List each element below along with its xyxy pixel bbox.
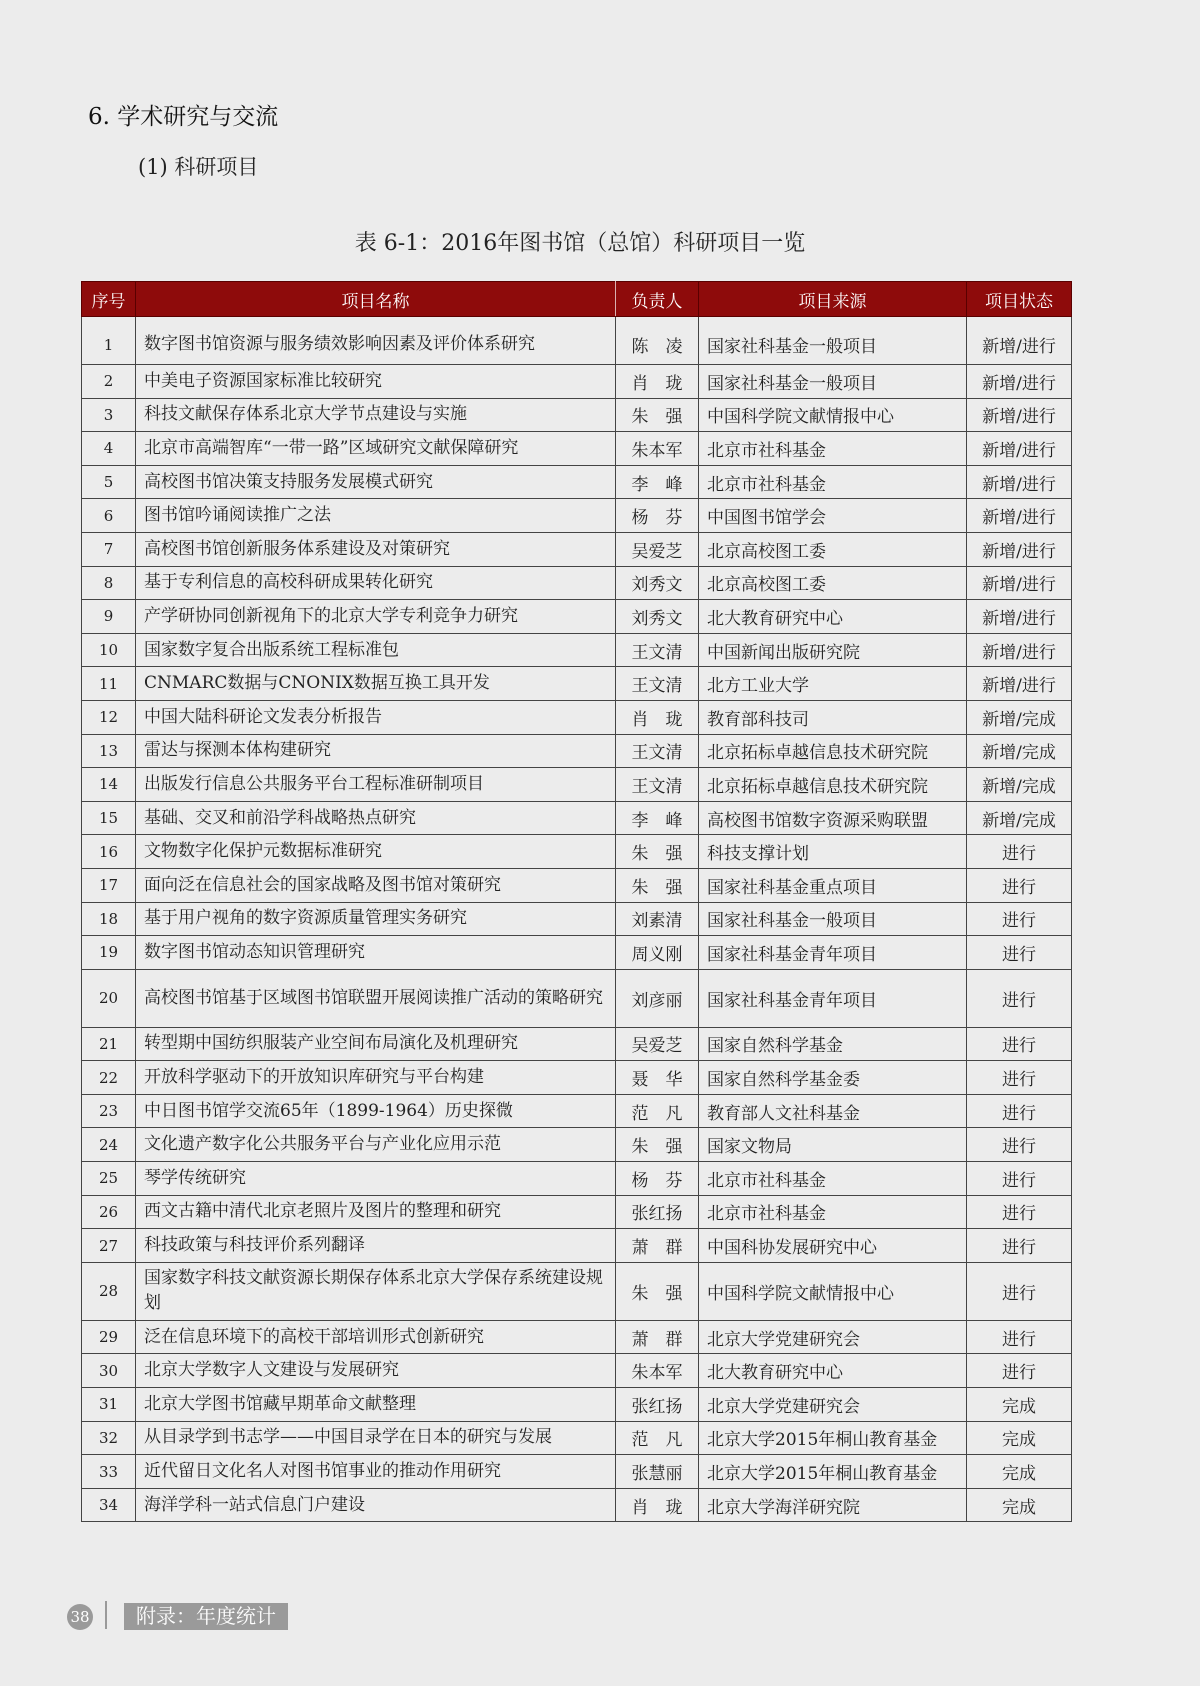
project-status: 新增/完成 [967,768,1072,802]
row-index: 15 [82,801,136,835]
table-row [82,768,1072,802]
project-source: 国家自然科学基金 [699,1027,967,1061]
row-index: 16 [82,835,136,869]
project-source: 北京大学党建研究会 [699,1320,967,1354]
table-row [82,1162,1072,1196]
project-name: 近代留日文化名人对图书馆事业的推动作用研究 [136,1455,616,1489]
project-name: 基础、交叉和前沿学科战略热点研究 [136,801,616,835]
table-row [82,1455,1072,1489]
project-source: 北京拓标卓越信息技术研究院 [699,734,967,768]
row-index: 23 [82,1094,136,1128]
project-leader: 朱 强 [616,398,699,432]
page-number: 38 [67,1604,93,1630]
row-index: 8 [82,566,136,600]
project-status: 完成 [967,1455,1072,1489]
header-status: 项目状态 [967,282,1072,317]
project-source: 北京高校图工委 [699,566,967,600]
project-name: 琴学传统研究 [136,1162,616,1196]
row-index: 32 [82,1421,136,1455]
project-name: 西文古籍中清代北京老照片及图片的整理和研究 [136,1195,616,1229]
row-index: 13 [82,734,136,768]
row-index: 9 [82,600,136,634]
project-name: 科技文献保存体系北京大学节点建设与实施 [136,398,616,432]
project-source: 国家社科基金一般项目 [699,902,967,936]
project-status: 进行 [967,902,1072,936]
project-leader: 李 峰 [616,465,699,499]
project-leader: 周义刚 [616,936,699,970]
project-status: 新增/完成 [967,801,1072,835]
row-index: 2 [82,365,136,399]
project-status: 进行 [967,1229,1072,1263]
project-source: 教育部人文社科基金 [699,1094,967,1128]
project-name: 国家数字复合出版系统工程标准包 [136,633,616,667]
project-leader: 王文清 [616,633,699,667]
project-name: 数字图书馆资源与服务绩效影响因素及评价体系研究 [136,317,616,365]
row-index: 26 [82,1195,136,1229]
project-name: 中日图书馆学交流65年（1899-1964）历史探微 [136,1094,616,1128]
project-name: 中美电子资源国家标准比较研究 [136,365,616,399]
project-leader: 王文清 [616,667,699,701]
table-row [82,398,1072,432]
table-row [82,1027,1072,1061]
table-row [82,868,1072,902]
project-name: CNMARC数据与CNONIX数据互换工具开发 [136,667,616,701]
table-row [82,317,1072,365]
project-leader: 萧 群 [616,1320,699,1354]
row-index: 27 [82,1229,136,1263]
project-leader: 陈 凌 [616,317,699,365]
table-row [82,700,1072,734]
project-source: 北京市社科基金 [699,432,967,466]
row-index: 30 [82,1354,136,1388]
project-status: 新增/进行 [967,600,1072,634]
project-source: 北方工业大学 [699,667,967,701]
sub-title: (1) 科研项目 [138,155,259,179]
row-index: 20 [82,969,136,1027]
project-source: 国家社科基金青年项目 [699,936,967,970]
project-status: 完成 [967,1488,1072,1522]
project-leader: 张慧丽 [616,1455,699,1489]
table-row [82,835,1072,869]
project-name: 雷达与探测本体构建研究 [136,734,616,768]
project-leader: 肖 珑 [616,365,699,399]
table-row [82,1354,1072,1388]
row-index: 11 [82,667,136,701]
project-source: 国家自然科学基金委 [699,1061,967,1095]
project-source: 中国图书馆学会 [699,499,967,533]
table-row [82,1421,1072,1455]
project-name: 数字图书馆动态知识管理研究 [136,936,616,970]
project-source: 中国科学院文献情报中心 [699,1262,967,1320]
table-row [82,1488,1072,1522]
row-index: 7 [82,532,136,566]
table-row [82,532,1072,566]
project-name: 高校图书馆决策支持服务发展模式研究 [136,465,616,499]
project-leader: 吴爱芝 [616,1027,699,1061]
project-status: 进行 [967,868,1072,902]
row-index: 14 [82,768,136,802]
section-title: 6. 学术研究与交流 [88,104,279,130]
row-index: 6 [82,499,136,533]
project-source: 北京市社科基金 [699,1162,967,1196]
header-source: 项目来源 [699,282,967,317]
row-index: 17 [82,868,136,902]
row-index: 19 [82,936,136,970]
project-status: 进行 [967,969,1072,1027]
project-source: 北京市社科基金 [699,1195,967,1229]
project-source: 中国科协发展研究中心 [699,1229,967,1263]
project-name: 基于用户视角的数字资源质量管理实务研究 [136,902,616,936]
table-row [82,432,1072,466]
project-status: 进行 [967,1094,1072,1128]
project-name: 海洋学科一站式信息门户建设 [136,1488,616,1522]
row-index: 33 [82,1455,136,1489]
project-source: 国家社科基金重点项目 [699,868,967,902]
project-source: 高校图书馆数字资源采购联盟 [699,801,967,835]
project-name: 北京大学图书馆藏早期革命文献整理 [136,1388,616,1422]
project-status: 新增/进行 [967,465,1072,499]
project-status: 新增/进行 [967,317,1072,365]
project-leader: 朱 强 [616,1262,699,1320]
project-leader: 刘彦丽 [616,969,699,1027]
table-row [82,1388,1072,1422]
table-row [82,1128,1072,1162]
row-index: 10 [82,633,136,667]
project-name: 基于专利信息的高校科研成果转化研究 [136,566,616,600]
project-leader: 吴爱芝 [616,532,699,566]
row-index: 4 [82,432,136,466]
project-status: 新增/完成 [967,734,1072,768]
row-index: 1 [82,317,136,365]
header-project-name: 项目名称 [136,282,616,317]
table-body [82,317,1072,1522]
project-name: 中国大陆科研论文发表分析报告 [136,700,616,734]
projects-table [81,281,1072,1522]
project-source: 国家社科基金青年项目 [699,969,967,1027]
project-source: 国家社科基金一般项目 [699,365,967,399]
project-status: 进行 [967,1061,1072,1095]
project-status: 新增/进行 [967,398,1072,432]
project-status: 进行 [967,1195,1072,1229]
project-name: 图书馆吟诵阅读推广之法 [136,499,616,533]
row-index: 5 [82,465,136,499]
project-leader: 朱本军 [616,432,699,466]
project-source: 科技支撑计划 [699,835,967,869]
table-row [82,1195,1072,1229]
project-source: 北京大学海洋研究院 [699,1488,967,1522]
project-source: 中国新闻出版研究院 [699,633,967,667]
table-row [82,969,1072,1027]
header-index: 序号 [82,282,136,317]
project-status: 新增/进行 [967,365,1072,399]
project-leader: 聂 华 [616,1061,699,1095]
footer-divider [105,1601,107,1629]
project-source: 北京大学2015年桐山教育基金 [699,1455,967,1489]
project-leader: 李 峰 [616,801,699,835]
project-leader: 萧 群 [616,1229,699,1263]
row-index: 18 [82,902,136,936]
project-leader: 刘秀文 [616,600,699,634]
project-name: 出版发行信息公共服务平台工程标准研制项目 [136,768,616,802]
table-header-row [82,282,1072,317]
project-source: 北京大学2015年桐山教育基金 [699,1421,967,1455]
table-row [82,1229,1072,1263]
project-source: 北京大学党建研究会 [699,1388,967,1422]
footer-label: 附录：年度统计 [124,1603,288,1630]
table-row [82,365,1072,399]
project-name: 面向泛在信息社会的国家战略及图书馆对策研究 [136,868,616,902]
project-leader: 杨 芬 [616,1162,699,1196]
project-status: 新增/完成 [967,700,1072,734]
table-row [82,801,1072,835]
project-status: 新增/进行 [967,532,1072,566]
project-name: 产学研协同创新视角下的北京大学专利竞争力研究 [136,600,616,634]
project-status: 进行 [967,1354,1072,1388]
table-row [82,600,1072,634]
project-leader: 肖 珑 [616,700,699,734]
table-row [82,1094,1072,1128]
project-source: 北大教育研究中心 [699,600,967,634]
project-status: 进行 [967,1262,1072,1320]
project-status: 新增/进行 [967,566,1072,600]
project-leader: 刘秀文 [616,566,699,600]
project-leader: 朱 强 [616,868,699,902]
project-status: 新增/进行 [967,633,1072,667]
project-status: 新增/进行 [967,499,1072,533]
table-row [82,936,1072,970]
table-row [82,566,1072,600]
project-source: 教育部科技司 [699,700,967,734]
row-index: 21 [82,1027,136,1061]
row-index: 34 [82,1488,136,1522]
project-name: 高校图书馆基于区域图书馆联盟开展阅读推广活动的策略研究 [136,969,616,1027]
project-status: 进行 [967,1162,1072,1196]
project-status: 新增/进行 [967,667,1072,701]
project-source: 北京市社科基金 [699,465,967,499]
table-row [82,633,1072,667]
project-name: 文化遗产数字化公共服务平台与产业化应用示范 [136,1128,616,1162]
project-leader: 朱本军 [616,1354,699,1388]
project-leader: 范 凡 [616,1421,699,1455]
table-row [82,667,1072,701]
project-leader: 朱 强 [616,835,699,869]
table-row [82,734,1072,768]
row-index: 28 [82,1262,136,1320]
project-status: 完成 [967,1421,1072,1455]
project-name: 泛在信息环境下的高校干部培训形式创新研究 [136,1320,616,1354]
project-leader: 杨 芬 [616,499,699,533]
project-status: 进行 [967,1128,1072,1162]
row-index: 3 [82,398,136,432]
project-source: 国家文物局 [699,1128,967,1162]
table-row [82,465,1072,499]
table-row [82,902,1072,936]
project-name: 高校图书馆创新服务体系建设及对策研究 [136,532,616,566]
table-row [82,1061,1072,1095]
project-leader: 朱 强 [616,1128,699,1162]
project-status: 进行 [967,1027,1072,1061]
table-row [82,1320,1072,1354]
project-status: 进行 [967,1320,1072,1354]
table-caption: 表 6-1：2016年图书馆（总馆）科研项目一览 [354,231,806,256]
project-source: 国家社科基金一般项目 [699,317,967,365]
project-name: 北京市高端智库“一带一路”区域研究文献保障研究 [136,432,616,466]
project-name: 科技政策与科技评价系列翻译 [136,1229,616,1263]
row-index: 12 [82,700,136,734]
project-leader: 王文清 [616,768,699,802]
row-index: 31 [82,1388,136,1422]
project-source: 北大教育研究中心 [699,1354,967,1388]
header-leader: 负责人 [616,282,699,317]
row-index: 29 [82,1320,136,1354]
project-leader: 范 凡 [616,1094,699,1128]
project-leader: 刘素清 [616,902,699,936]
project-status: 新增/进行 [967,432,1072,466]
row-index: 25 [82,1162,136,1196]
project-name: 转型期中国纺织服装产业空间布局演化及机理研究 [136,1027,616,1061]
project-name: 开放科学驱动下的开放知识库研究与平台构建 [136,1061,616,1095]
row-index: 22 [82,1061,136,1095]
project-source: 北京高校图工委 [699,532,967,566]
project-leader: 张红扬 [616,1388,699,1422]
project-leader: 肖 珑 [616,1488,699,1522]
project-status: 进行 [967,936,1072,970]
project-name: 国家数字科技文献资源长期保存体系北京大学保存系统建设规划 [136,1262,616,1320]
project-name: 文物数字化保护元数据标准研究 [136,835,616,869]
row-index: 24 [82,1128,136,1162]
project-name: 从目录学到书志学——中国目录学在日本的研究与发展 [136,1421,616,1455]
table-row [82,1262,1072,1320]
project-leader: 王文清 [616,734,699,768]
project-source: 北京拓标卓越信息技术研究院 [699,768,967,802]
project-leader: 张红扬 [616,1195,699,1229]
project-status: 完成 [967,1388,1072,1422]
project-source: 中国科学院文献情报中心 [699,398,967,432]
table-row [82,499,1072,533]
project-status: 进行 [967,835,1072,869]
project-name: 北京大学数字人文建设与发展研究 [136,1354,616,1388]
